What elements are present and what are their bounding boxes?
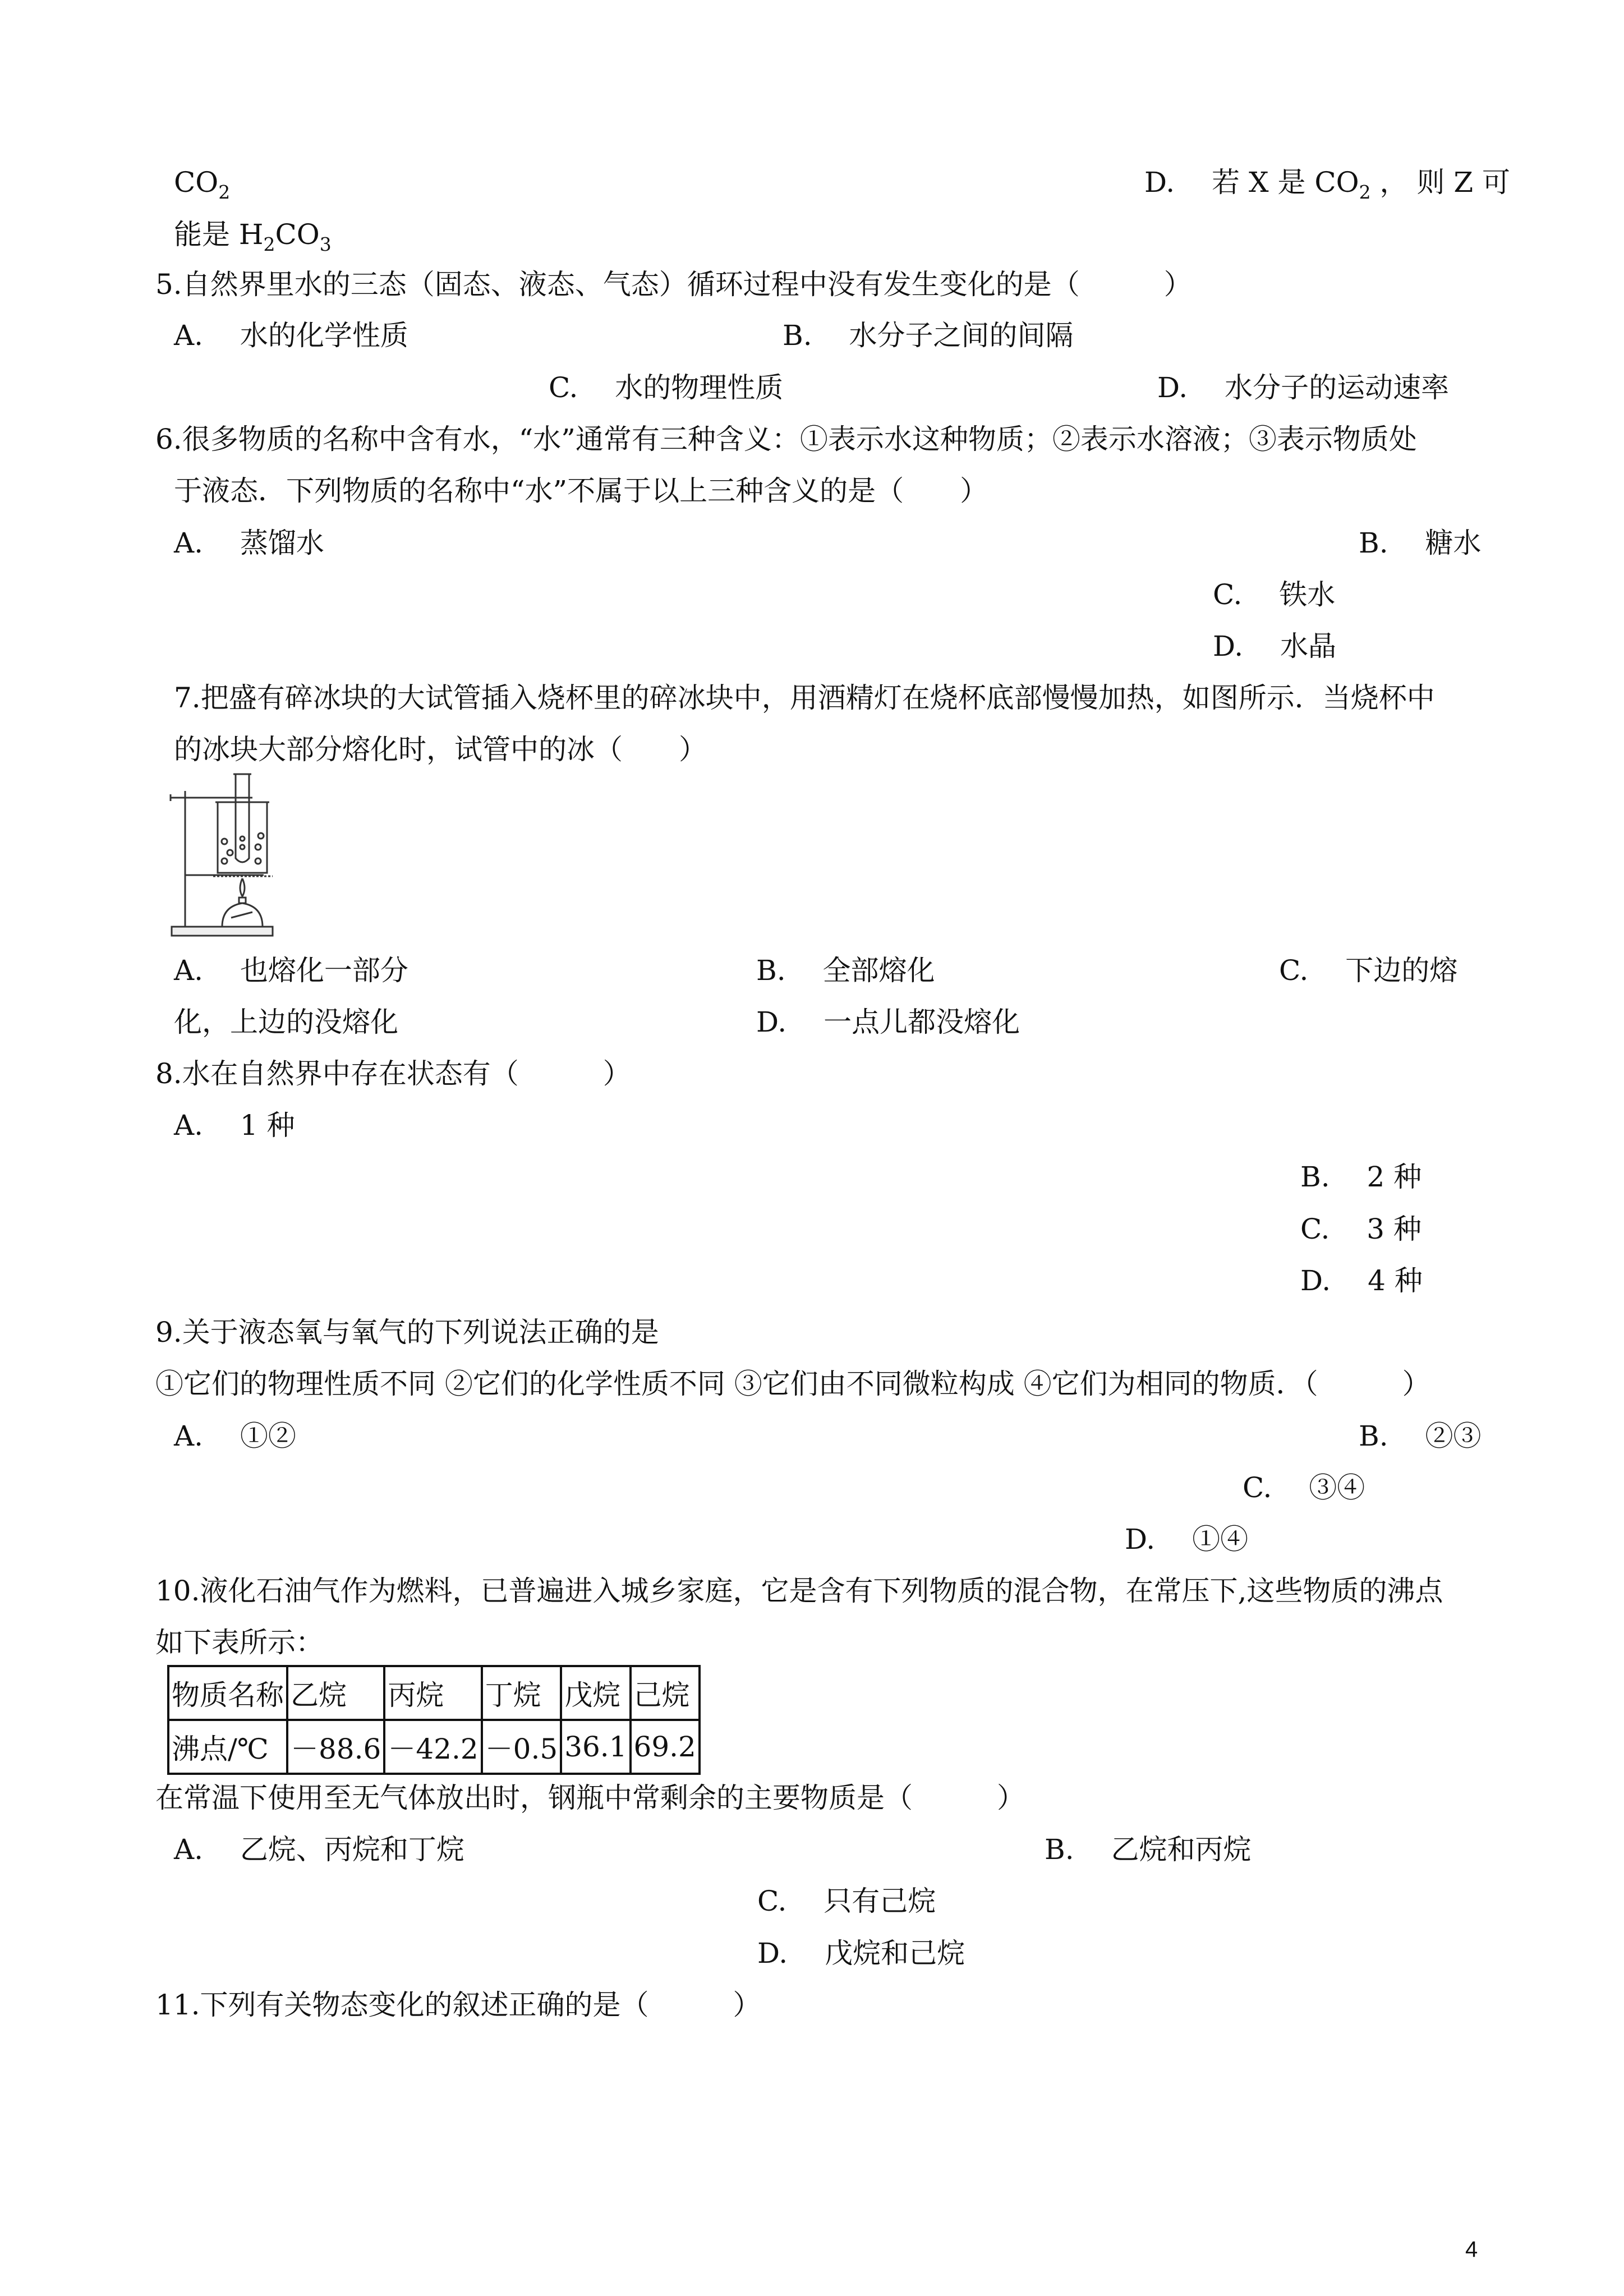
heating-apparatus-figure — [168, 769, 314, 944]
table-cell: 丙烷 — [384, 1666, 481, 1720]
q10-stem-line2: 如下表所示： — [155, 1626, 324, 1659]
q6-option-c: C. 铁水 — [1213, 578, 1336, 611]
q8-stem: 8.水在自然界中存在状态有（ ） — [155, 1057, 631, 1090]
table-cell: 戊烷 — [561, 1666, 630, 1720]
q4-option-c-tail: $CO_2$ — [174, 166, 231, 203]
q4-option-d-continued: 能是 $H_2CO_3$ — [174, 218, 332, 255]
q7-option-b: B. 全部熔化 — [756, 954, 935, 987]
q7-option-c-continued: 化，上边的没熔化 — [174, 1006, 398, 1038]
q7-stem-line2: 的冰块大部分熔化时，试管中的冰（ ） — [174, 733, 707, 766]
q8-option-a: A. 1 种 — [174, 1109, 295, 1142]
q10-option-c: C. 只有己烷 — [757, 1885, 936, 1917]
q6-stem-line2: 于液态．下列物质的名称中“水”不属于以上三种含义的是（ ） — [174, 475, 988, 507]
q5-option-a: A. 水的化学性质 — [174, 319, 408, 352]
table-cell: －0.5 — [482, 1720, 562, 1774]
q5-option-d: D. 水分子的运动速率 — [1157, 371, 1450, 404]
table-cell: 物质名称 — [168, 1666, 287, 1720]
q6-option-d: D. 水晶 — [1213, 630, 1337, 662]
q9-option-c: C. ③④ — [1243, 1471, 1365, 1504]
q5-option-b: B. 水分子之间的间隔 — [783, 319, 1074, 352]
q5-option-c: C. 水的物理性质 — [549, 371, 784, 404]
table-cell: 丁烷 — [482, 1666, 562, 1720]
table-cell: 乙烷 — [287, 1666, 384, 1720]
q4-option-d: D. 若 X 是 $CO_2$ ， 则 Z 可 — [1144, 166, 1510, 203]
q6-option-a: A. 蒸馏水 — [174, 527, 324, 559]
table-cell: －88.6 — [287, 1720, 384, 1774]
boiling-point-table — [167, 1665, 701, 1775]
q7-stem-line1: 7.把盛有碎冰块的大试管插入烧杯里的碎冰块中，用酒精灯在烧杯底部慢慢加热，如图所示．当烧杯中 — [174, 682, 1435, 714]
q10-stem-line1: 10.液化石油气作为燃料，已普遍进入城乡家庭，它是含有下列物质的混合物，在常压下,这些物质的沸点 — [155, 1575, 1443, 1607]
q6-option-b: B. 糖水 — [1359, 527, 1482, 559]
q10-option-a: A. 乙烷、丙烷和丁烷 — [174, 1833, 464, 1866]
q9-stem-line1: 9.关于液态氧与氧气的下列说法正确的是 — [155, 1316, 659, 1349]
table-cell: 己烷 — [631, 1666, 700, 1720]
q10-stem-line3: 在常温下使用至无气体放出时，钢瓶中常剩余的主要物质是（ ） — [155, 1782, 1025, 1814]
q11-stem: 11.下列有关物态变化的叙述正确的是（ ） — [155, 1989, 761, 2021]
q7-option-d: D. 一点儿都没熔化 — [756, 1006, 1020, 1038]
q10-option-b: B. 乙烷和丙烷 — [1045, 1833, 1252, 1866]
table-row-header — [168, 1666, 700, 1720]
table-cell: －42.2 — [384, 1720, 481, 1774]
table-cell: 沸点/℃ — [168, 1720, 287, 1774]
table-cell: 36.1 — [561, 1720, 630, 1774]
page-number: 4 — [1465, 2237, 1478, 2262]
q10-option-d: D. 戊烷和己烷 — [757, 1937, 965, 1970]
q9-stem-line2: ①它们的物理性质不同 ②它们的化学性质不同 ③它们由不同微粒构成 ④它们为相同的物质．（ ） — [155, 1368, 1430, 1400]
q8-option-b: B. 2 种 — [1300, 1161, 1422, 1193]
q9-option-b: B. ②③ — [1359, 1420, 1482, 1452]
q8-option-d: D. 4 种 — [1300, 1264, 1423, 1297]
q7-option-a: A. 也熔化一部分 — [174, 954, 408, 987]
q5-stem: 5.自然界里水的三态（固态、液态、气态）循环过程中没有发生变化的是（ ） — [155, 268, 1192, 301]
q8-option-c: C. 3 种 — [1300, 1213, 1421, 1245]
q9-option-a: A. ①② — [174, 1420, 296, 1452]
q7-option-c: C. 下边的熔 — [1279, 954, 1458, 987]
q6-stem-line1: 6.很多物质的名称中含有水，“水”通常有三种含义：①表示水这种物质；②表示水溶液；③表示物质处 — [155, 423, 1417, 455]
table-row-values — [168, 1720, 700, 1774]
table-cell: 69.2 — [631, 1720, 700, 1774]
q9-option-d: D. ①④ — [1125, 1523, 1249, 1556]
